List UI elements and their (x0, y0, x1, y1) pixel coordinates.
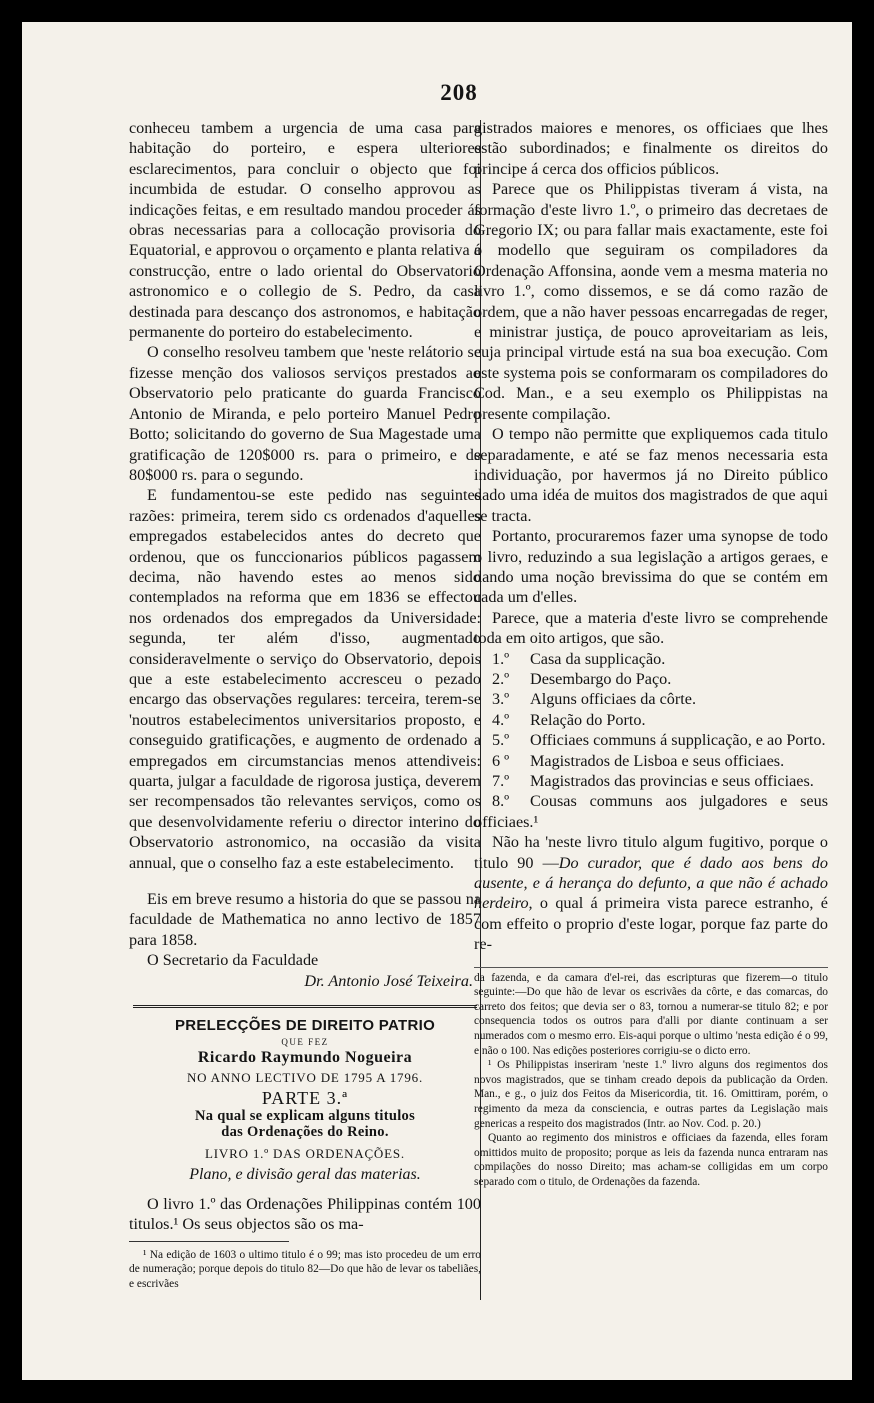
plan-heading: Plano, e divisão geral das materias. (189, 1166, 421, 1184)
paragraph: Parece, que a materia d'este livro se comprehende toda em oito artigos, que são. (474, 608, 828, 648)
list-item: 6 º Magistrados de Lisboa e seus officiaes. (492, 751, 785, 770)
list-item: 5.º Officiaes communs á supplicação, e ao Porto. (492, 731, 826, 750)
author-name: Ricardo Raymundo Nogueira (197, 1049, 413, 1067)
part-subtitle: Na qual se explicam alguns titulos (194, 1108, 416, 1125)
academic-year: NO ANNO LECTIVO DE 1795 A 1796. (186, 1070, 424, 1086)
part-subtitle: das Ordenações do Reino. (221, 1124, 389, 1141)
que-fez: QUE FEZ (281, 1037, 329, 1048)
paragraph: O livro 1.º das Ordenações Philippinas contém 100 titulos.¹ Os seus objectos são os ma- (129, 1195, 481, 1234)
book-heading: LIVRO 1.º DAS ORDENAÇÕES. (205, 1146, 405, 1162)
paragraph: O tempo não permitte que expliquemos cada titulo separadamente, e até se faz menos necessaria esta individuação, por havermos já no Direito público dado uma idéa de muitos dos magistrados de que aqui se tracta. (474, 425, 828, 525)
signature-title: O Secretario da Faculdade (147, 951, 319, 970)
signature-name: Dr. Antonio José Teixeira. (304, 971, 473, 990)
footnote: ¹ Na edição de 1603 o ultimo titulo é o 99; mas isto procedeu de um erro de numeração; porque depois do titulo 82—Do que hão de levar os tabeliães, e escrivães (129, 1248, 481, 1291)
paragraph: Parece que os Philippistas tiveram á vista, na formação d'este livro 1.º, o primeiro das decretaes de Gregorio IX; ou para fallar mais exactamente, este foi o modello que seguiram os compiladores da Ordenação Affonsina, aonde vem a mesma materia no livro 1.º, como dissemos, e se dá como razão de ordem, que a não haver pessoas encarregadas de reger, e ministrar justiça, de pouco aproveitariam as leis, cuja principal virtude está na sua boa execução. Com este systema pois se conformaram os compiladores do Cod. Man., e a seu exemplo os Philippistas na presente compilação. (474, 180, 828, 423)
list-item: 2.º Desembargo do Paço. (492, 669, 672, 688)
paragraph: Eis em breve resumo a historia do que se passou na faculdade de Mathematica no anno lectivo de 1857 para 1858. (129, 890, 481, 949)
footnote: ¹ Os Philippistas inseriram 'neste 1.º livro alguns dos regimentos dos novos magistrados, que se tinham creado depois da publicação da Orden. Man., e g., o juiz dos Feitos da Misericordia, tit. 16. Omittiram, porém, o regimento da meza da consciencia, e outras partes da Legislação mais genericas a respeito dos magistrados (Intr. ao Nov. Cod. p. 20.) (474, 1059, 828, 1130)
section-divider (133, 1005, 477, 1008)
list-item: 3.º Alguns officiaes da côrte. (492, 690, 697, 709)
part-heading: PARTE 3.ª (261, 1088, 349, 1109)
footnotes (474, 967, 828, 1190)
page-number: 208 (440, 80, 478, 105)
paragraph: Não ha 'neste livro titulo algum fugitivo, porque o titulo 90 —Do curador, que é dado aos bens do ausente, e á herança do defunto, a que não é achado herdeiro, o qual á primeira vista parece estranho, é com effeito o proprio d'este logar, porque faz parte do re- (474, 833, 828, 954)
paragraph: conheceu tambem a urgencia de uma casa para habitação do porteiro, e espera ulteriores esclarecimentos, para concluir o objecto que foi incumbida de estudar. O conselho approvou as indicações feitas, e em resultado mandou proceder ás obras necessarias para a collocação provisoria do Equatorial, e approvou o orçamento e planta relativa á construcção, entre o lado oriental do Observatorio astronomico e o collegio de S. Pedro, da casa destinada para descanço dos astronomos, e habitação permanente do porteiro do estabelecimento. (129, 119, 481, 342)
list-item: 4.º Relação do Porto. (492, 710, 646, 729)
footnote: da fazenda, e da camara d'el-rei, das escripturas que fizerem—o titulo seguinte:—Do que hão de levar os escrivães da côrte, e das comarcas, do carreto dos feitos; que devia ser o 83, tornou a numerar-se titulo 82; e por consequencia todos os outros para d'alli por diante continuam a ser numerados com o mesmo erro. Eis-aqui porque o ultimo 'nesta edição é o 99, e não o 100. Nas edições posteriores corrigiu-se o dicto erro. (474, 971, 828, 1057)
list-item: 1.º Casa da supplicação. (492, 649, 666, 668)
footnote: Quanto ao regimento dos ministros e officiaes da fazenda, elles foram omittidos muito de proposito; porque as leis da fazenda nunca entraram nas compilações do nosso Direito; mas acham-se colligidas em um corpo separado com o titulo, de Ordenações da fazenda. (474, 1132, 828, 1188)
paragraph: Portanto, procuraremos fazer uma synopse de todo o livro, reduzindo a sua legislação a artigos geraes, e dando uma noção brevissima do que se contém em cada um d'elles. (474, 527, 828, 607)
footnote-rule (129, 1241, 289, 1242)
right-column (474, 118, 828, 1190)
article-list (474, 649, 828, 833)
section-title: PRELECÇÕES DE DIREITO PATRIO (174, 1017, 436, 1035)
paragraph: gistrados maiores e menores, os officiaes que lhes estão subordinados; e finalmente os direitos do principe á cerca dos officios públicos. (474, 119, 828, 178)
paragraph: O conselho resolveu tambem que 'neste relátorio se fizesse menção dos valiosos serviços prestados ao Observatorio pelo praticante do guarda Francisco Antonio de Miranda, e pelo porteiro Manuel Pedro Botto; solicitando do governo de Sua Magestade uma gratificação de 120$000 rs. para o primeiro, e de 80$000 rs. para o segundo. (129, 343, 481, 484)
list-item: 8.º Cousas communs aos julgadores e seus officiaes.¹ (474, 792, 828, 831)
paragraph: E fundamentou-se este pedido nas seguintes razões: primeira, terem sido cs ordenados d'aquelles empregados estabelecidos antes do decreto que ordenou, que os funccionarios públicos pagassem decima, não havendo estes ao menos sido contemplados na reforma que em 1836 se effectou nos ordenados dos empregados da Universidade: segunda, ter além d'isso, augmentado consideravelmente o serviço do Observatorio, depois que a este estabelecimento accresceu o pezado encargo das observações regulares: terceira, terem-se 'noutros estabelecimentos universitarios proposto, e conseguido gratificações, e augmento de ordenado a empregados em circumstancias menos attendiveis: quarta, julgar a faculdade de rigorosa justiça, deverem ser recompensados tão relevantes serviços, como os que desenvolvidamente referiu o director interino do Observatorio astronomico, na occasião da visita annual, que o conselho faz a este estabelecimento. (129, 486, 481, 872)
book-page (22, 22, 852, 1380)
list-item: 7.º Magistrados das provincias e seus officiaes. (492, 772, 814, 790)
left-column (129, 118, 481, 1292)
